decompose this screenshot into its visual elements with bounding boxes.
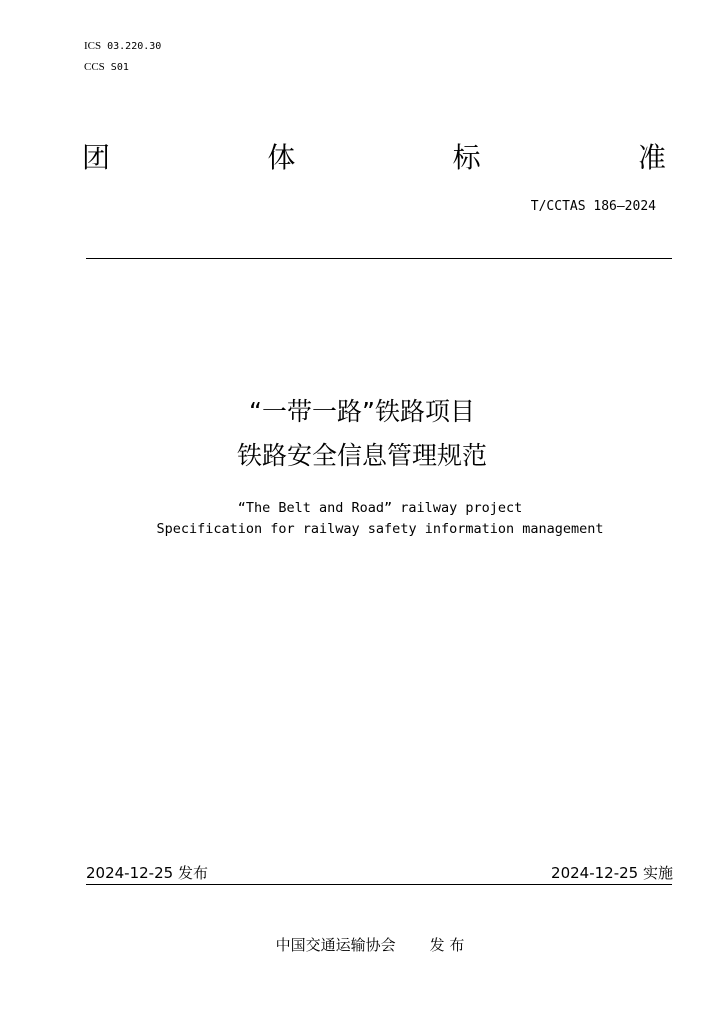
title-cn-line-2: 铁路安全信息管理规范 [236, 441, 487, 470]
ccs-value: S01 [110, 62, 129, 73]
standard-type-char-2: 体 [267, 141, 296, 174]
title-cn-line-1: “一带一路”铁路项目 [249, 397, 475, 426]
top-divider [86, 258, 672, 259]
ccs-label: CCS [84, 61, 105, 73]
standard-type-heading [82, 140, 666, 176]
standard-type-char-1: 团 [82, 141, 111, 174]
ics-value: 03.220.30 [107, 41, 162, 52]
ics-code [84, 36, 161, 57]
publisher-line [0, 934, 724, 955]
standard-number: T/CCTAS 186—2024 [530, 199, 656, 214]
bottom-divider [86, 884, 672, 885]
title-en-line-1: “The Belt and Road” railway project [237, 500, 523, 516]
standard-type-char-3: 标 [452, 141, 481, 174]
implementation-date: 2024-12-25 实施 [551, 864, 673, 882]
publisher-action: 发 布 [429, 936, 465, 954]
publisher-name: 中国交通运输协会 [275, 936, 396, 954]
classification-codes [84, 36, 161, 78]
ccs-code [84, 57, 161, 78]
title-en-line-2: Specification for railway safety information management [156, 521, 604, 537]
ics-label: ICS [84, 40, 102, 52]
standard-type-char-4: 准 [637, 141, 666, 174]
issue-date: 2024-12-25 发布 [86, 864, 208, 882]
